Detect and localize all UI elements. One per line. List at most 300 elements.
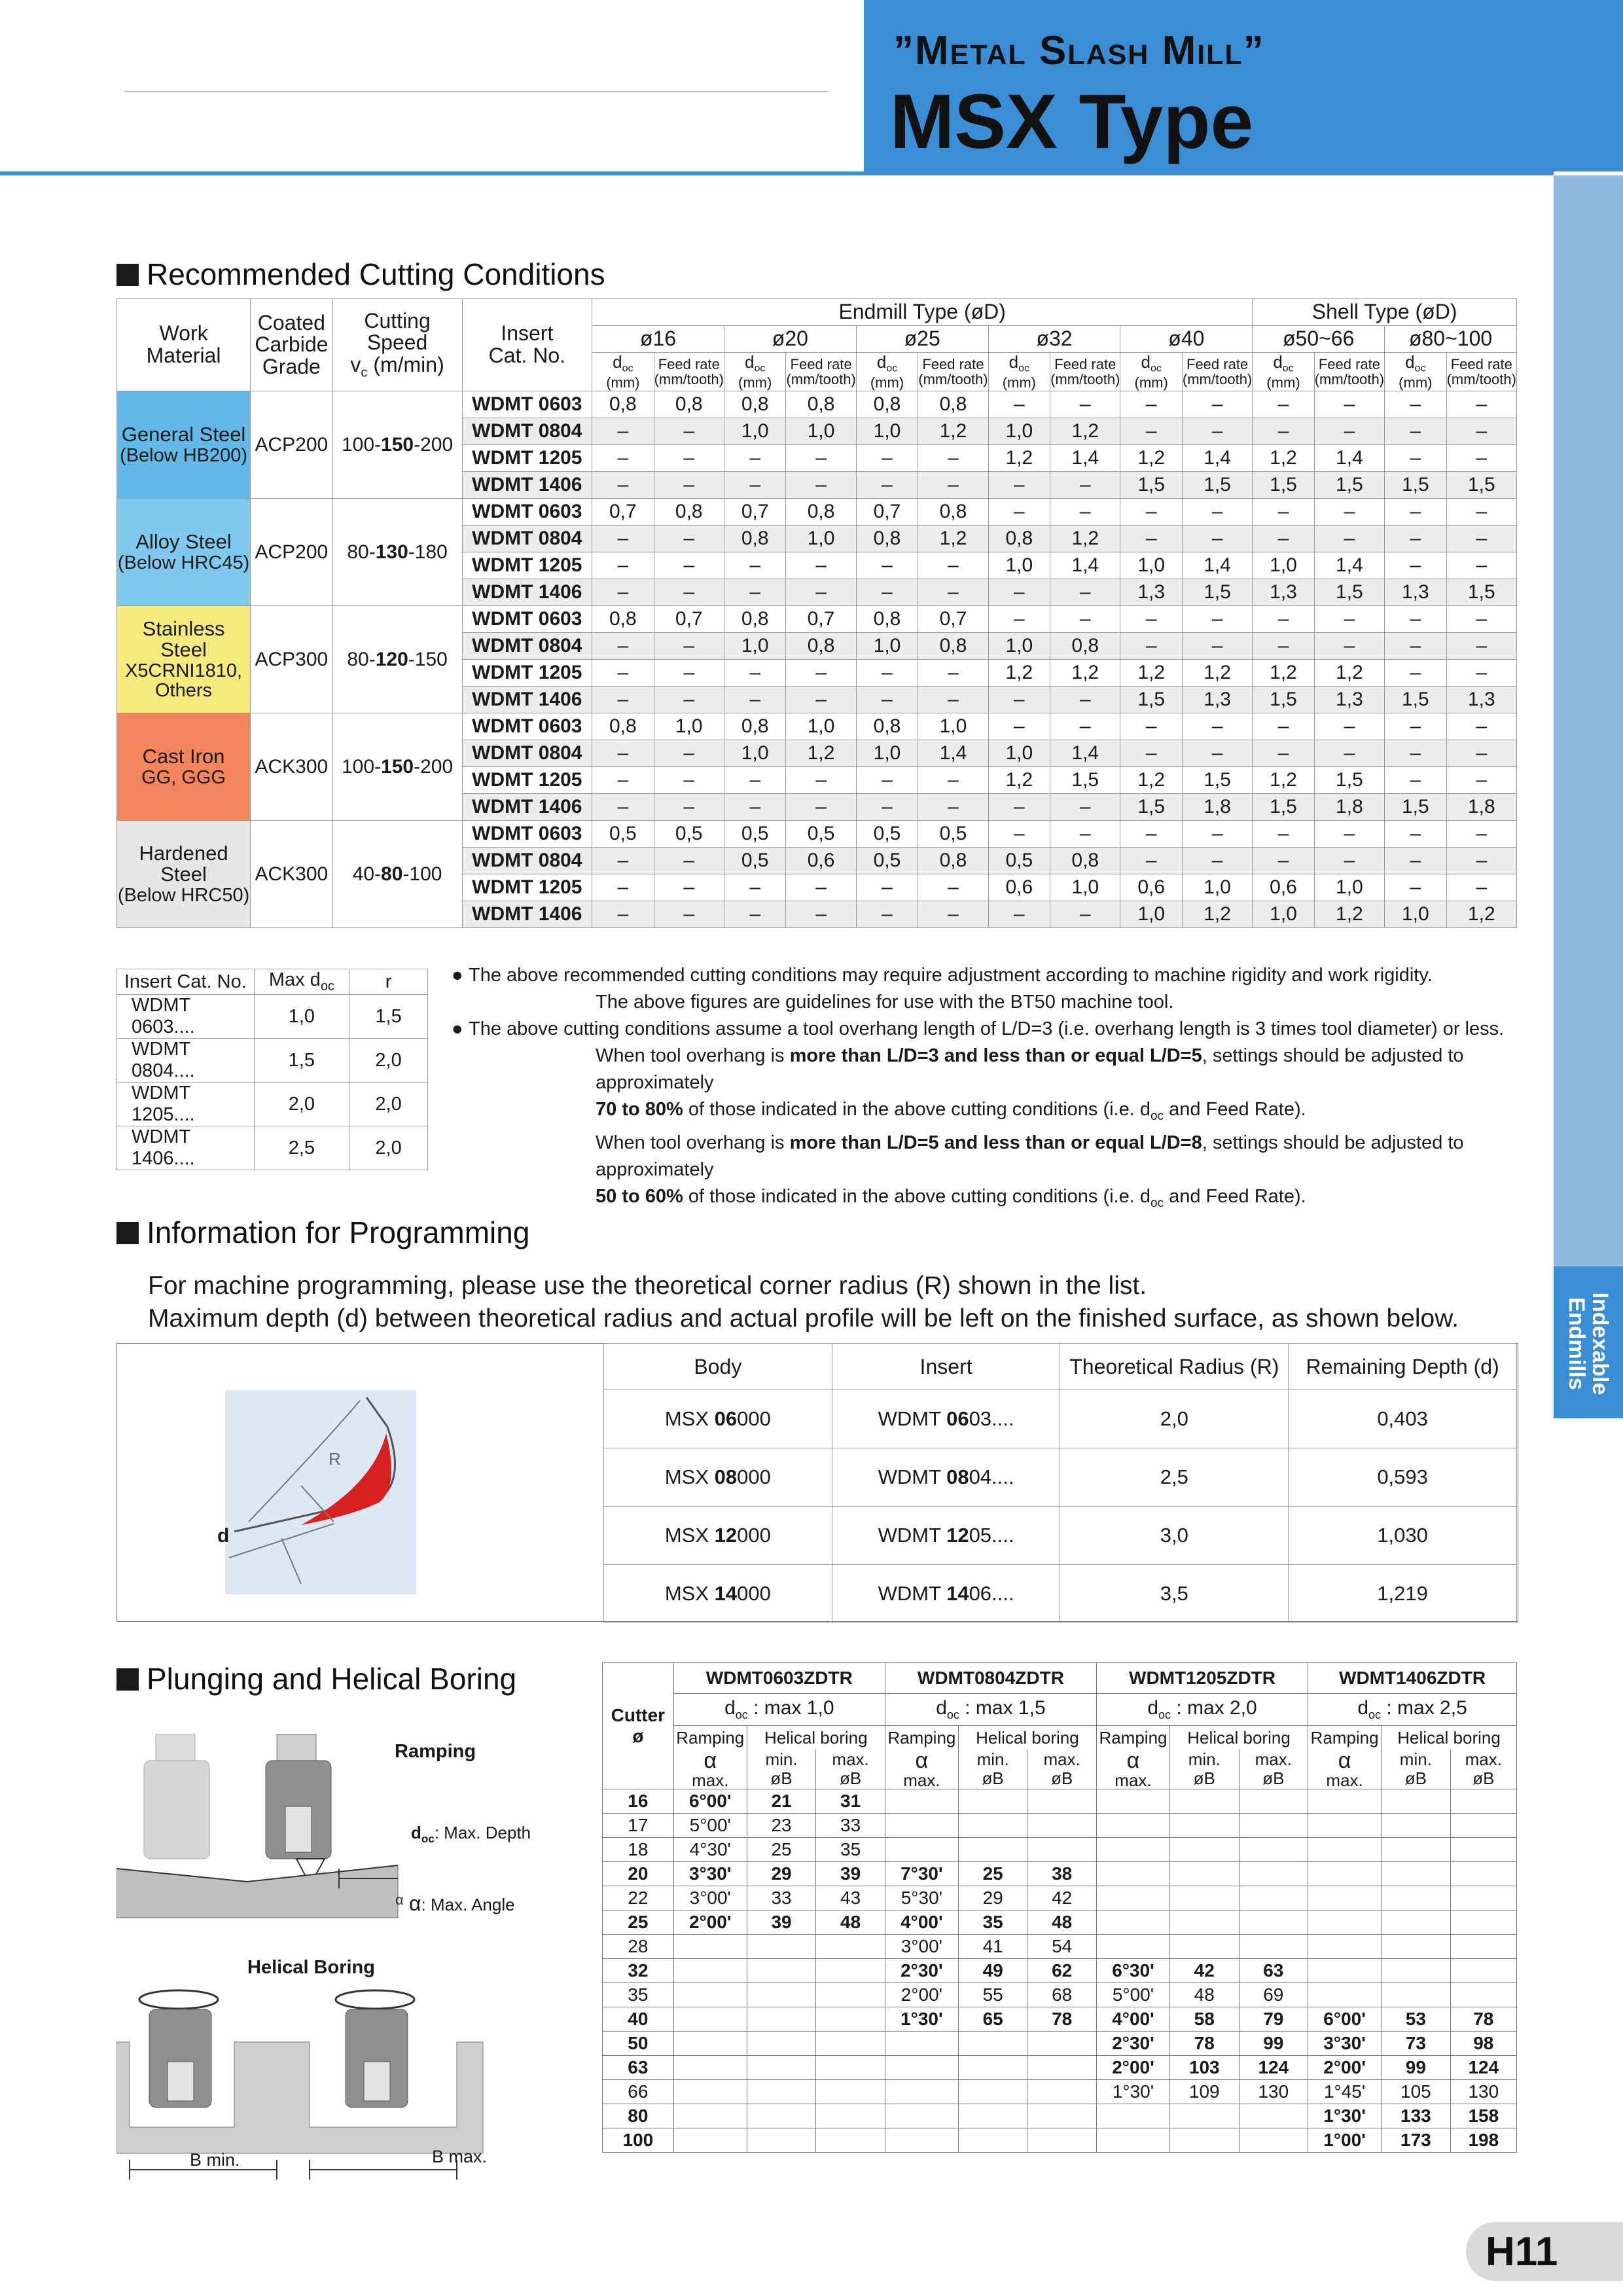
- value-cell: –: [1446, 767, 1516, 794]
- value-cell: –: [654, 418, 724, 445]
- table-row: [603, 2104, 1517, 2128]
- value-cell: 124: [1239, 2056, 1308, 2080]
- table-row: [603, 2080, 1517, 2104]
- md-cell: 1,5: [254, 1039, 349, 1083]
- value-cell: 1,3: [1385, 579, 1446, 606]
- value-cell: 31: [816, 1789, 885, 1814]
- value-cell: –: [654, 552, 724, 579]
- value-cell: –: [654, 579, 724, 606]
- value-cell: 49: [958, 1959, 1027, 1983]
- page-number: H11: [1486, 2229, 1558, 2274]
- value-cell: –: [918, 552, 988, 579]
- value-cell: 1,0: [1253, 901, 1314, 928]
- value-cell: 98: [1450, 2032, 1516, 2056]
- grade-cell: ACP300: [251, 606, 333, 713]
- value-cell: 1,2: [1182, 901, 1252, 928]
- md-cell: 2,0: [349, 1126, 428, 1170]
- insert-cell: WDMT 0804: [462, 418, 592, 445]
- work-material-cell: Hardened Steel (Below HRC50): [117, 821, 251, 928]
- value-cell: 1,5: [1253, 794, 1314, 821]
- value-cell: [1169, 1935, 1239, 1959]
- value-cell: –: [1385, 606, 1446, 633]
- section-title-plunging: Plunging and Helical Boring: [116, 1661, 516, 1696]
- value-cell: –: [1120, 633, 1182, 660]
- value-cell: [1169, 1789, 1239, 1814]
- value-cell: –: [1314, 418, 1384, 445]
- prog-header-insert: Insert: [832, 1344, 1060, 1390]
- cutter-cell: 50: [603, 2032, 674, 2056]
- note-3: When tool overhang is more than L/D=3 and less than or equal L/D=5, settings should be adjusted to approximately: [596, 1045, 1464, 1093]
- value-cell: [1382, 1910, 1451, 1935]
- value-cell: 0,8: [918, 391, 988, 418]
- value-cell: –: [856, 794, 918, 821]
- value-cell: –: [1385, 391, 1446, 418]
- header-ramping: Ramping: [1308, 1726, 1382, 1750]
- body-cell: MSX 08000: [604, 1448, 832, 1507]
- value-cell: [1382, 1789, 1451, 1814]
- value-cell: 1,0: [988, 633, 1050, 660]
- value-cell: 0,6: [988, 874, 1050, 901]
- value-cell: 78: [1450, 2007, 1516, 2032]
- header-feed: Feed rate (mm/tooth): [1050, 353, 1120, 391]
- value-cell: [1027, 1789, 1097, 1814]
- value-cell: [1239, 1814, 1308, 1838]
- value-cell: –: [592, 874, 654, 901]
- header-feed: Feed rate (mm/tooth): [654, 353, 724, 391]
- table-row: [603, 2056, 1517, 2080]
- value-cell: [673, 1983, 747, 2007]
- value-cell: 1,5: [1385, 472, 1446, 499]
- value-cell: –: [1385, 445, 1446, 472]
- insert-cell: WDMT 1205: [462, 767, 592, 794]
- value-cell: –: [1446, 821, 1516, 848]
- value-cell: 1°00': [1308, 2128, 1382, 2153]
- header-rule: [0, 171, 1554, 175]
- insert-cell: WDMT 1406: [462, 579, 592, 606]
- value-cell: –: [654, 874, 724, 901]
- table-row: [604, 1448, 1517, 1507]
- value-cell: –: [724, 552, 785, 579]
- speed-cell: 80-120-150: [332, 606, 462, 713]
- cutter-cell: 18: [603, 1838, 674, 1862]
- value-cell: 73: [1382, 2032, 1451, 2056]
- insert-cell: WDMT 0603: [462, 499, 592, 526]
- body-cell: MSX 12000: [604, 1507, 832, 1565]
- value-cell: [1308, 1910, 1382, 1935]
- header-max: max. øB: [816, 1749, 885, 1789]
- header-insert: WDMT0804ZDTR: [885, 1663, 1096, 1694]
- value-cell: [747, 2128, 816, 2153]
- value-cell: 0,8: [724, 713, 785, 740]
- section-marker-icon: [116, 264, 139, 286]
- value-cell: 0,8: [592, 713, 654, 740]
- value-cell: [1382, 1983, 1451, 2007]
- table-row: [603, 2007, 1517, 2032]
- value-cell: –: [856, 767, 918, 794]
- radius-cell: 3,5: [1060, 1565, 1289, 1623]
- table-row: [603, 1935, 1517, 1959]
- value-cell: 0,7: [592, 499, 654, 526]
- value-cell: –: [1385, 874, 1446, 901]
- value-cell: –: [988, 713, 1050, 740]
- value-cell: –: [786, 901, 856, 928]
- value-cell: 4°00': [885, 1910, 958, 1935]
- value-cell: –: [1385, 767, 1446, 794]
- value-cell: 58: [1169, 2007, 1239, 2032]
- cutter-cell: 100: [603, 2128, 674, 2153]
- value-cell: [1450, 1814, 1516, 1838]
- header-subtitle: ”Metal Slash Mill”: [893, 28, 1265, 73]
- prog-header-depth: Remaining Depth (d): [1289, 1344, 1517, 1390]
- table-row: [117, 821, 1517, 848]
- header-diameter: ø20: [724, 326, 856, 353]
- value-cell: 1,5: [1182, 472, 1252, 499]
- grade-cell: ACK300: [251, 713, 333, 821]
- insert-cell: WDMT 1406: [462, 687, 592, 713]
- bullet-icon: ●: [452, 965, 463, 986]
- insert-cell: WDMT 1406: [462, 901, 592, 928]
- bullet-icon: ●: [452, 1018, 463, 1039]
- value-cell: –: [988, 472, 1050, 499]
- value-cell: –: [592, 552, 654, 579]
- value-cell: [1096, 1886, 1169, 1910]
- value-cell: –: [654, 901, 724, 928]
- value-cell: 1,4: [1314, 552, 1384, 579]
- value-cell: 0,8: [724, 391, 785, 418]
- md-header-maxdoc: Max $d_{oc}$: [254, 969, 349, 995]
- value-cell: –: [786, 794, 856, 821]
- value-cell: –: [1446, 633, 1516, 660]
- value-cell: [1308, 1959, 1382, 1983]
- value-cell: 0,8: [918, 633, 988, 660]
- value-cell: –: [988, 606, 1050, 633]
- header-doc: $d_{oc}$ (mm): [724, 353, 785, 391]
- value-cell: [1308, 1886, 1382, 1910]
- value-cell: –: [1253, 713, 1314, 740]
- value-cell: 29: [747, 1862, 816, 1886]
- value-cell: 65: [958, 2007, 1027, 2032]
- header-work-material: Work Material: [117, 299, 251, 391]
- cutter-cell: 63: [603, 2056, 674, 2080]
- programming-text: [148, 1270, 1459, 1335]
- programming-table: [603, 1343, 1517, 1623]
- value-cell: [1239, 1910, 1308, 1935]
- value-cell: [1239, 2128, 1308, 2153]
- value-cell: –: [1050, 794, 1120, 821]
- header-diameter: ø40: [1120, 326, 1253, 353]
- value-cell: 1,2: [1050, 660, 1120, 687]
- value-cell: –: [786, 767, 856, 794]
- value-cell: 0,5: [654, 821, 724, 848]
- cutting-conditions-table: [116, 298, 1517, 928]
- header-doc: $d_{oc}$ (mm): [1120, 353, 1182, 391]
- corner-radius-diagram: [223, 1388, 419, 1597]
- value-cell: –: [654, 848, 724, 874]
- value-cell: 1,0: [988, 740, 1050, 767]
- value-cell: 1°45': [1308, 2080, 1382, 2104]
- insert-cell: WDMT 0603....: [832, 1390, 1060, 1448]
- value-cell: –: [724, 874, 785, 901]
- header-min: min. øB: [747, 1749, 816, 1789]
- value-cell: [958, 1814, 1027, 1838]
- value-cell: 0,8: [786, 499, 856, 526]
- value-cell: [816, 2128, 885, 2153]
- value-cell: [1308, 1983, 1382, 2007]
- value-cell: 1,0: [988, 552, 1050, 579]
- value-cell: [747, 2032, 816, 2056]
- value-cell: 53: [1382, 2007, 1451, 2032]
- alpha-arc-label: α: [395, 1892, 404, 1908]
- value-cell: –: [786, 874, 856, 901]
- value-cell: –: [1385, 552, 1446, 579]
- value-cell: –: [1446, 418, 1516, 445]
- value-cell: [1096, 1935, 1169, 1959]
- note-3b: 70 to 80% of those indicated in the above cutting conditions (i.e. $d_{oc}$ and Feed Rate).: [596, 1099, 1306, 1123]
- value-cell: 3°00': [885, 1935, 958, 1959]
- value-cell: 1,4: [1314, 445, 1384, 472]
- section-marker-icon: [116, 1222, 139, 1244]
- value-cell: –: [1050, 499, 1120, 526]
- value-cell: 1,2: [1253, 445, 1314, 472]
- value-cell: 133: [1382, 2104, 1451, 2128]
- value-cell: 25: [958, 1862, 1027, 1886]
- value-cell: –: [1050, 901, 1120, 928]
- value-cell: [958, 1789, 1027, 1814]
- value-cell: –: [1385, 526, 1446, 552]
- header-cutting-speed: Cutting Speed $v_c$ (m/min): [332, 299, 462, 391]
- side-tab-label: Indexable Endmills: [1564, 1292, 1613, 1395]
- header-diameter: ø50~66: [1253, 326, 1385, 353]
- value-cell: –: [592, 740, 654, 767]
- value-cell: –: [918, 874, 988, 901]
- value-cell: –: [592, 687, 654, 713]
- value-cell: –: [1253, 740, 1314, 767]
- value-cell: 1,5: [1120, 687, 1182, 713]
- value-cell: 6°00': [1308, 2007, 1382, 2032]
- value-cell: –: [1385, 633, 1446, 660]
- side-band: [1554, 175, 1623, 1406]
- value-cell: [885, 1838, 958, 1862]
- value-cell: [1239, 1886, 1308, 1910]
- value-cell: 0,5: [724, 821, 785, 848]
- value-cell: 1,2: [1314, 660, 1384, 687]
- value-cell: 0,5: [856, 821, 918, 848]
- value-cell: –: [856, 687, 918, 713]
- value-cell: [816, 2007, 885, 2032]
- value-cell: –: [1182, 391, 1252, 418]
- value-cell: 7°30': [885, 1862, 958, 1886]
- value-cell: [1382, 1959, 1451, 1983]
- value-cell: [1096, 1789, 1169, 1814]
- header-alpha: α max.: [673, 1749, 747, 1789]
- header-doc-max: $d_{oc}$ : max 1,5: [885, 1694, 1096, 1726]
- value-cell: –: [1446, 445, 1516, 472]
- value-cell: –: [1446, 552, 1516, 579]
- speed-cell: 80-130-180: [332, 499, 462, 606]
- value-cell: 1,0: [1050, 874, 1120, 901]
- note-4b: 50 to 60% of those indicated in the above cutting conditions (i.e. $d_{oc}$ and Feed Rate).: [596, 1185, 1306, 1210]
- cutter-cell: 66: [603, 2080, 674, 2104]
- value-cell: 1,3: [1314, 687, 1384, 713]
- value-cell: 1,0: [1253, 552, 1314, 579]
- insert-cell: WDMT 0603: [462, 821, 592, 848]
- value-cell: –: [1446, 874, 1516, 901]
- value-cell: [885, 1789, 958, 1814]
- insert-cell: WDMT 1406: [462, 794, 592, 821]
- value-cell: 41: [958, 1935, 1027, 1959]
- value-cell: 2°00': [1308, 2056, 1382, 2080]
- bmin-label: B min.: [190, 2150, 240, 2170]
- body-cell: MSX 14000: [604, 1565, 832, 1623]
- radius-cell: 2,5: [1060, 1448, 1289, 1507]
- value-cell: –: [856, 579, 918, 606]
- value-cell: 109: [1169, 2080, 1239, 2104]
- value-cell: –: [988, 901, 1050, 928]
- section-marker-icon: [116, 1668, 139, 1691]
- md-cell: WDMT 1205....: [117, 1083, 255, 1126]
- md-cell: 2,5: [254, 1126, 349, 1170]
- table-row: [117, 391, 1517, 418]
- value-cell: [1169, 1838, 1239, 1862]
- value-cell: 42: [1027, 1886, 1097, 1910]
- alpha-label: α: Max. Angle: [409, 1892, 515, 1915]
- value-cell: –: [1314, 633, 1384, 660]
- value-cell: –: [724, 472, 785, 499]
- header-insert: WDMT0603ZDTR: [673, 1663, 885, 1694]
- note-1b: The above figures are guidelines for use with the BT50 machine tool.: [596, 992, 1174, 1013]
- header-alpha: α max.: [1308, 1749, 1382, 1789]
- value-cell: 1,2: [1182, 660, 1252, 687]
- radius-label: R: [329, 1449, 341, 1469]
- table-row: [604, 1507, 1517, 1565]
- md-cell: 2,0: [254, 1083, 349, 1126]
- value-cell: 3°30': [673, 1862, 747, 1886]
- prog-header-radius: Theoretical Radius (R): [1060, 1344, 1289, 1390]
- value-cell: [816, 2056, 885, 2080]
- table-row: [117, 1083, 428, 1126]
- programming-line-1: For machine programming, please use the theoretical corner radius (R) shown in the list.: [148, 1272, 1147, 1300]
- cutter-cell: 25: [603, 1910, 674, 1935]
- value-cell: [673, 1935, 747, 1959]
- value-cell: [1450, 1959, 1516, 1983]
- value-cell: –: [1050, 713, 1120, 740]
- value-cell: 39: [816, 1862, 885, 1886]
- value-cell: –: [1182, 606, 1252, 633]
- radius-cell: 3,0: [1060, 1507, 1289, 1565]
- table-row: [603, 1789, 1517, 1814]
- value-cell: 1,5: [1385, 687, 1446, 713]
- value-cell: [1096, 1814, 1169, 1838]
- value-cell: 1,2: [1253, 767, 1314, 794]
- value-cell: 1,4: [1050, 552, 1120, 579]
- value-cell: –: [1050, 606, 1120, 633]
- value-cell: [747, 1983, 816, 2007]
- table-row: [603, 2032, 1517, 2056]
- table-row: [604, 1390, 1517, 1448]
- value-cell: 0,5: [724, 848, 785, 874]
- value-cell: [1027, 2032, 1097, 2056]
- insert-cell: WDMT 0804: [462, 526, 592, 552]
- value-cell: 5°00': [1096, 1983, 1169, 2007]
- value-cell: 1,2: [1446, 901, 1516, 928]
- cutter-cell: 20: [603, 1862, 674, 1886]
- value-cell: –: [592, 767, 654, 794]
- value-cell: 5°00': [673, 1814, 747, 1838]
- value-cell: 1,0: [1385, 901, 1446, 928]
- speed-cell: 40-80-100: [332, 821, 462, 928]
- value-cell: 1,5: [1253, 687, 1314, 713]
- value-cell: 0,6: [1253, 874, 1314, 901]
- value-cell: [1027, 1814, 1097, 1838]
- radius-cell: 2,0: [1060, 1390, 1289, 1448]
- value-cell: –: [856, 552, 918, 579]
- header-min: min. øB: [958, 1749, 1027, 1789]
- table-row: [603, 2128, 1517, 2153]
- value-cell: [885, 2056, 958, 2080]
- value-cell: –: [1314, 499, 1384, 526]
- value-cell: –: [1385, 740, 1446, 767]
- header-feed: Feed rate (mm/tooth): [1182, 353, 1252, 391]
- insert-cell: WDMT 1406: [462, 472, 592, 499]
- value-cell: –: [1253, 821, 1314, 848]
- table-row: [603, 1886, 1517, 1910]
- value-cell: –: [988, 687, 1050, 713]
- value-cell: [1382, 1838, 1451, 1862]
- value-cell: [1027, 2080, 1097, 2104]
- value-cell: –: [988, 821, 1050, 848]
- work-material-cell: General Steel (Below HB200): [117, 391, 251, 499]
- value-cell: 2°30': [1096, 2032, 1169, 2056]
- value-cell: 1,2: [1253, 660, 1314, 687]
- value-cell: –: [654, 660, 724, 687]
- value-cell: –: [1253, 499, 1314, 526]
- insert-cell: WDMT 0804....: [832, 1448, 1060, 1507]
- insert-cell: WDMT 1205....: [832, 1507, 1060, 1565]
- value-cell: 0,6: [786, 848, 856, 874]
- value-cell: 0,8: [988, 526, 1050, 552]
- value-cell: [958, 2056, 1027, 2080]
- value-cell: –: [592, 901, 654, 928]
- value-cell: 1,2: [1314, 901, 1384, 928]
- value-cell: –: [1253, 606, 1314, 633]
- table-row: [117, 995, 428, 1039]
- value-cell: 1,4: [1182, 552, 1252, 579]
- value-cell: [747, 2056, 816, 2080]
- value-cell: 1,0: [1182, 874, 1252, 901]
- value-cell: 1,0: [1314, 874, 1384, 901]
- value-cell: [885, 2104, 958, 2128]
- value-cell: –: [1050, 472, 1120, 499]
- md-header-insert: Insert Cat. No.: [117, 969, 255, 995]
- value-cell: [1027, 2104, 1097, 2128]
- value-cell: [816, 1935, 885, 1959]
- value-cell: [1169, 2104, 1239, 2128]
- value-cell: –: [724, 660, 785, 687]
- programming-line-2: Maximum depth (d) between theoretical radius and actual profile will be left on the finished surface, as shown below.: [148, 1304, 1459, 1333]
- value-cell: 0,5: [856, 848, 918, 874]
- header-divider: [124, 91, 828, 92]
- value-cell: 0,8: [786, 391, 856, 418]
- speed-cell: 100-150-200: [332, 713, 462, 821]
- value-cell: –: [1182, 713, 1252, 740]
- value-cell: 1,2: [1120, 660, 1182, 687]
- value-cell: 0,8: [856, 606, 918, 633]
- cutter-cell: 17: [603, 1814, 674, 1838]
- value-cell: [1308, 1789, 1382, 1814]
- value-cell: [1450, 1886, 1516, 1910]
- value-cell: 1,2: [1050, 526, 1120, 552]
- prog-header-body: Body: [604, 1344, 832, 1390]
